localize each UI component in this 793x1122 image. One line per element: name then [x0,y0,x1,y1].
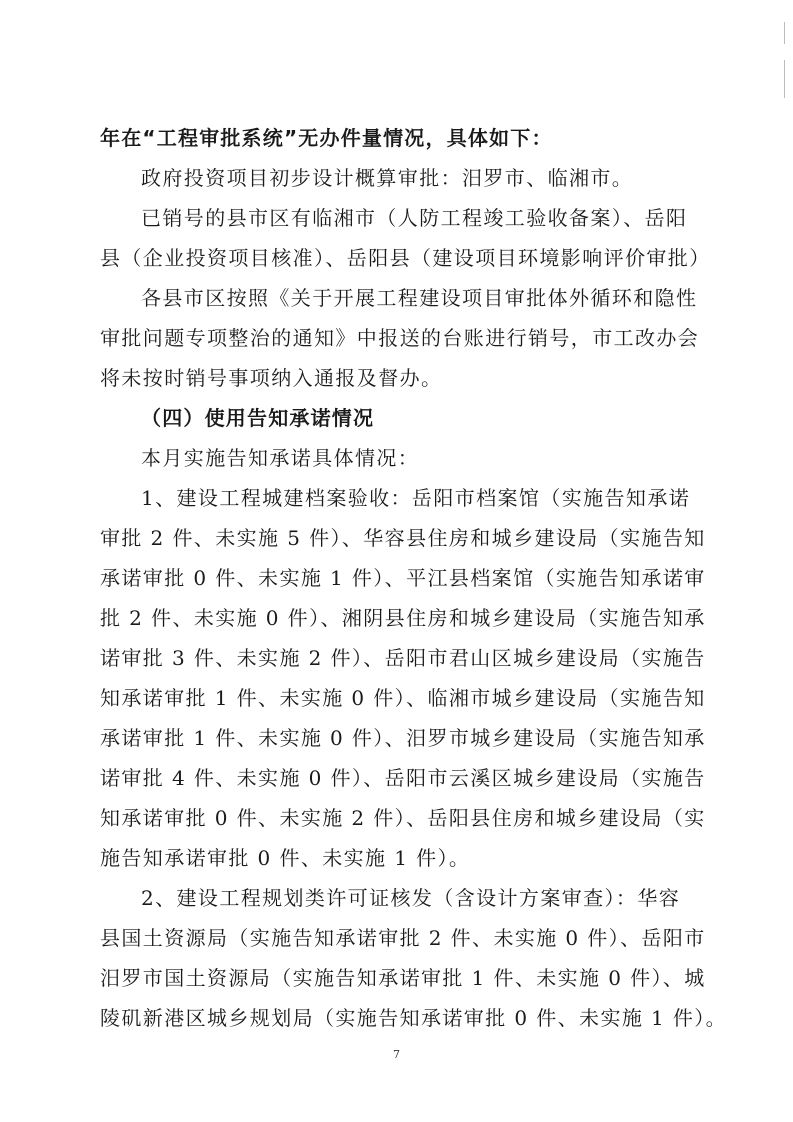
paragraph-line: 审批问题专项整治的通知》中报送的台账进行销号，市工改办会 [100,326,700,350]
paragraph-line: 承诺审批 1 件、未实施 0 件）、汨罗市城乡建设局（实施告知承 [100,726,706,750]
page-number: 7 [393,1048,400,1061]
section-heading: （四）使用告知承诺情况 [141,406,375,430]
paragraph-line: 施告知承诺审批 0 件、未实施 1 件）。 [100,846,471,870]
paragraph-line: 汨罗市国土资源局（实施告知承诺审批 1 件、未实施 0 件）、城 [100,966,706,990]
paragraph-line: 诺审批 4 件、未实施 0 件）、岳阳市云溪区城乡建设局（实施告 [100,766,706,790]
scan-edge-mark [784,60,785,98]
section-intro-line: 年在“工程审批系统”无办件量情况，具体如下： [100,126,553,150]
document-body [100,118,728,1038]
paragraph-line: 诺审批 3 件、未实施 2 件）、岳阳市君山区城乡建设局（实施告 [100,646,706,670]
paragraph-line: 本月实施告知承诺具体情况： [141,446,420,470]
paragraph-line: 承诺审批 0 件、未实施 1 件）、平江县档案馆（实施告知承诺审 [100,566,706,590]
paragraph-line: 陵矶新港区城乡规划局（实施告知承诺审批 0 件、未实施 1 件）。 [100,1006,728,1030]
paragraph-line: 已销号的县市区有临湘市（人防工程竣工验收备案）、岳阳 [141,206,688,230]
paragraph-line: 将未按时销号事项纳入通报及督办。 [100,366,443,390]
paragraph-line: 知承诺审批 1 件、未实施 0 件）、临湘市城乡建设局（实施告知 [100,686,706,710]
paragraph-line: 2、建设工程规划类许可证核发（含设计方案审查）：华容 [141,886,681,910]
paragraph-line: 知承诺审批 0 件、未实施 2 件）、岳阳县住房和城乡建设局（实 [100,806,706,830]
paragraph-line: 县（企业投资项目核准）、岳阳县（建设项目环境影响评价审批） [100,246,711,270]
paragraph-line: 县国土资源局（实施告知承诺审批 2 件、未实施 0 件）、岳阳市 [100,926,706,950]
paragraph-line: 1、建设工程城建档案验收：岳阳市档案馆（实施告知承诺 [141,486,691,510]
paragraph-line: 政府投资项目初步设计概算审批：汨罗市、临湘市。 [141,166,634,190]
paragraph-line: 各县市区按照《关于开展工程建设项目审批体外循环和隐性 [141,286,698,310]
paragraph-line: 审批 2 件、未实施 5 件）、华容县住房和城乡建设局（实施告知 [100,526,706,550]
paragraph-line: 批 2 件、未实施 0 件）、湘阴县住房和城乡建设局（实施告知承 [100,606,706,630]
scan-edge-mark [784,22,785,44]
